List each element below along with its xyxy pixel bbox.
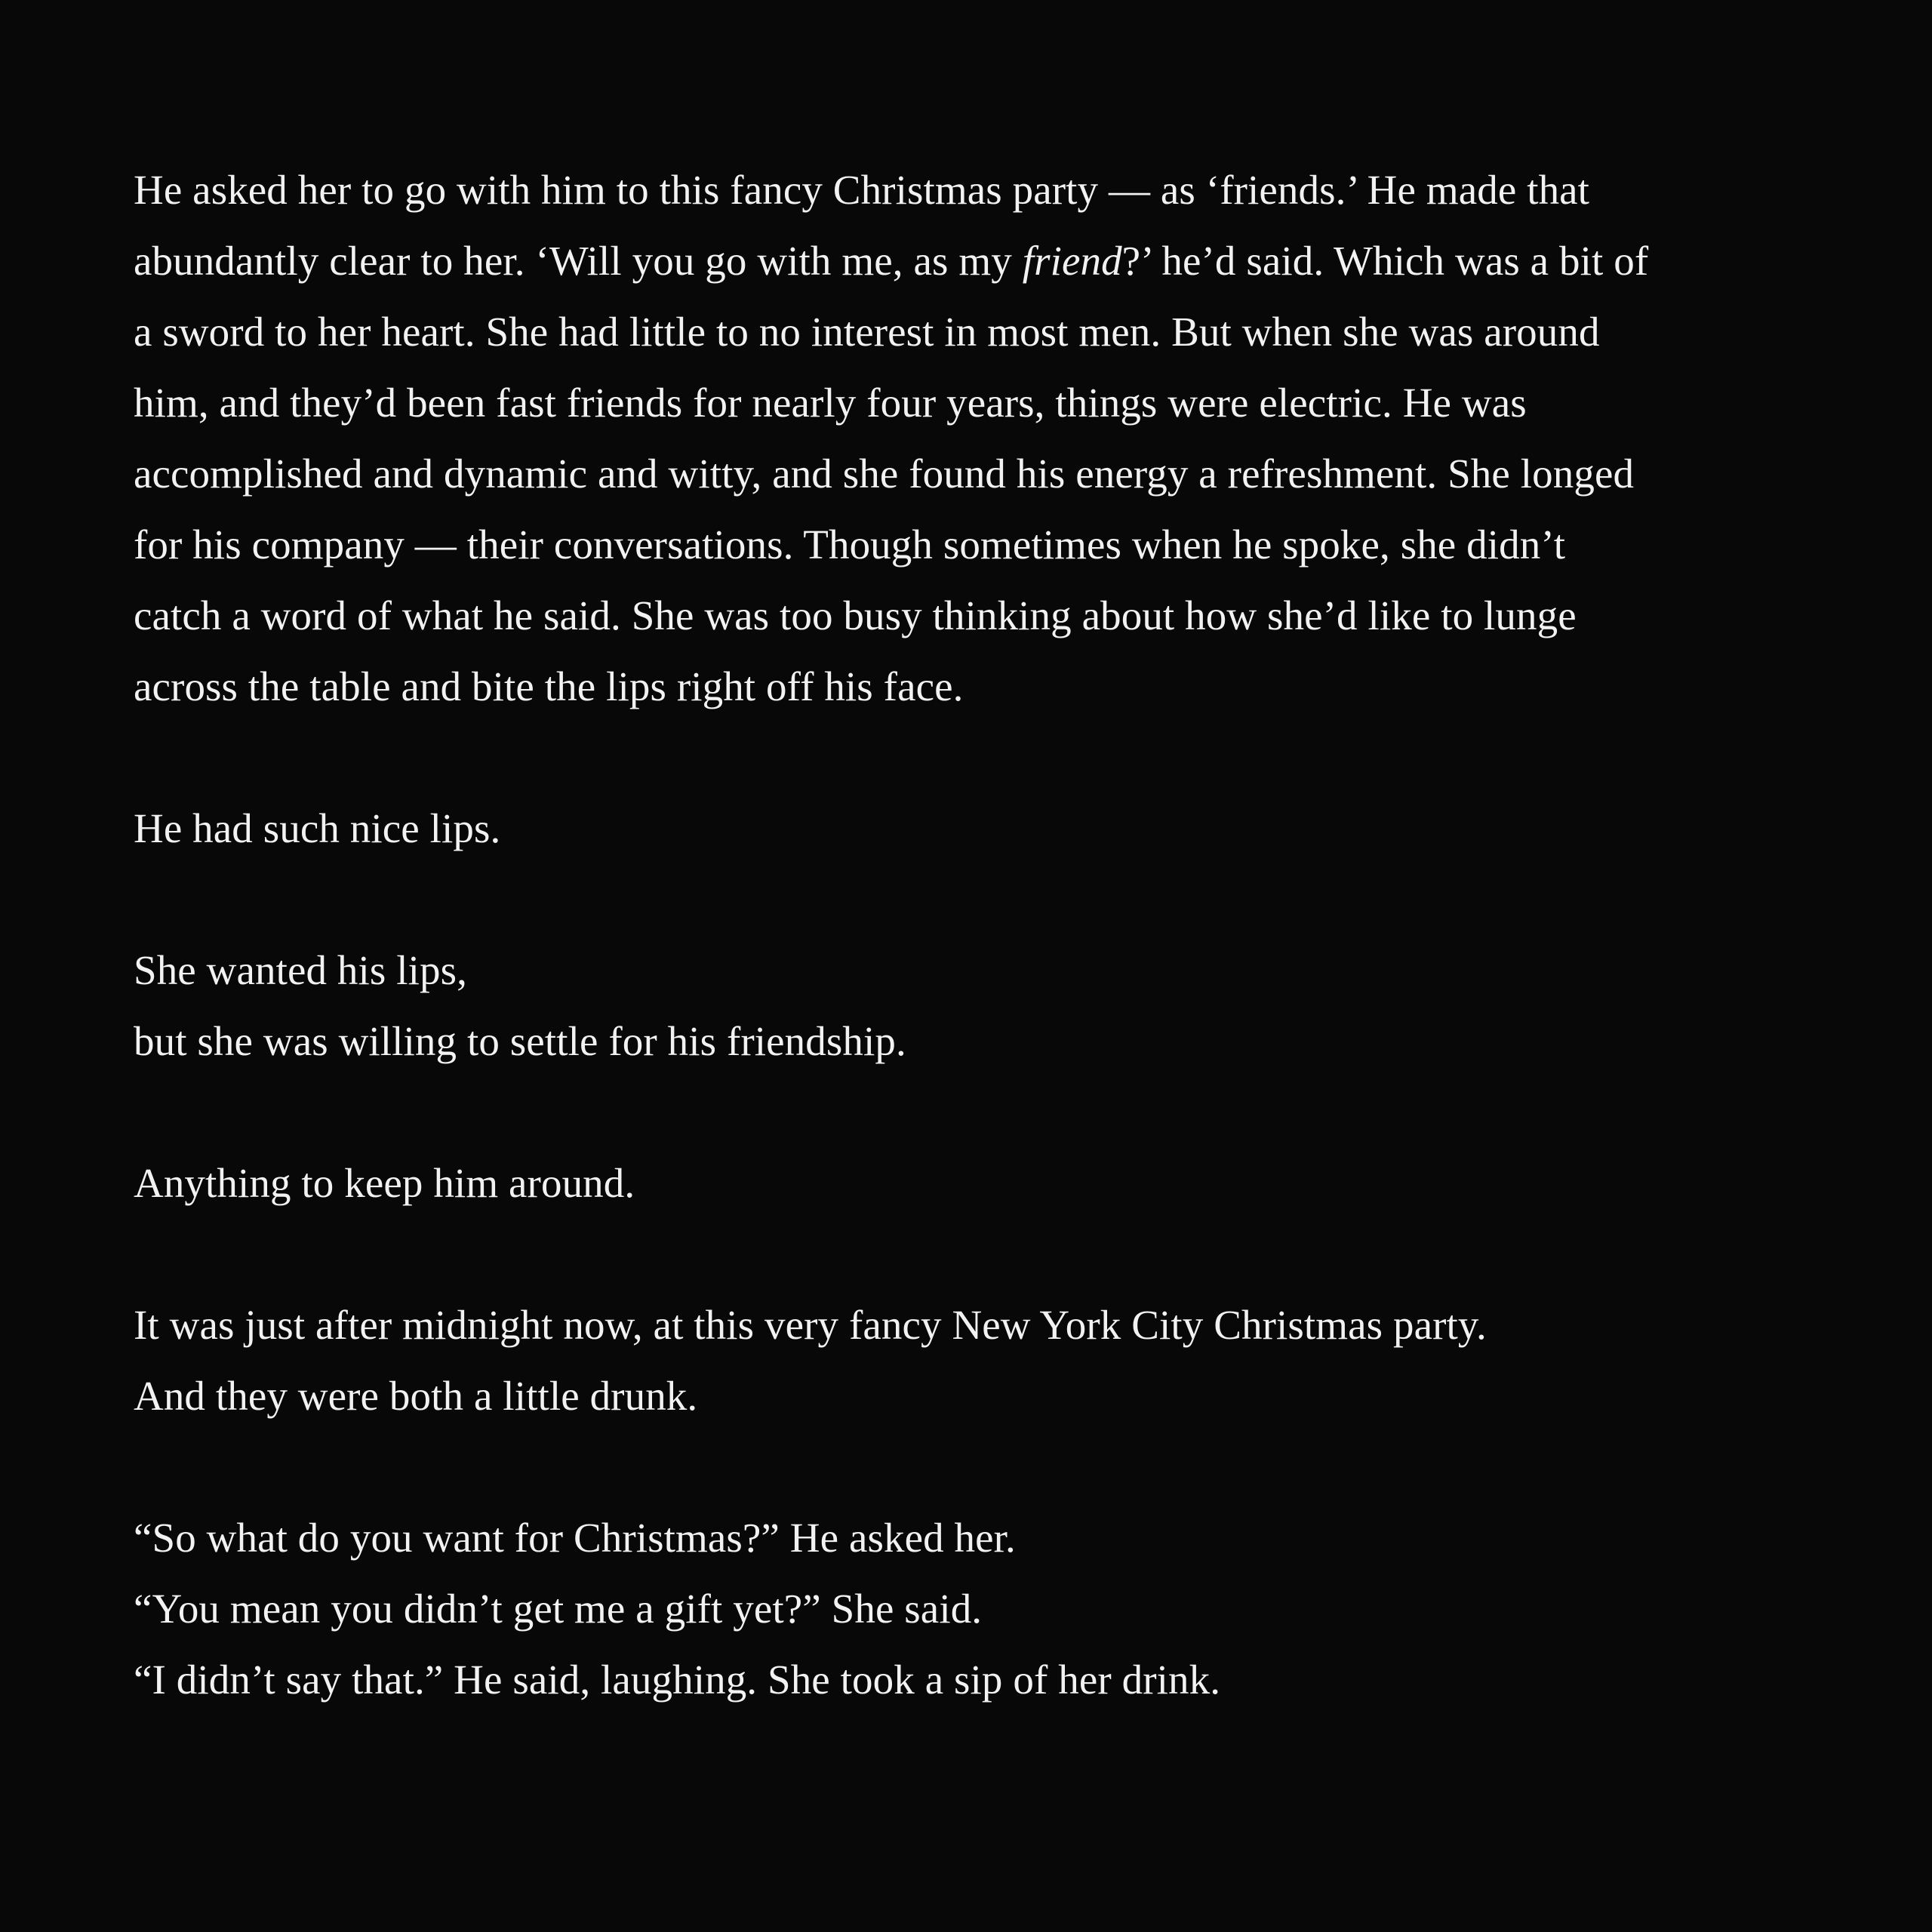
text-line: He asked her to go with him to this fancy Christmas party — as ‘friends.’ He made that: [134, 167, 1590, 213]
text-line: “So what do you want for Christmas?” He asked her.: [134, 1515, 1016, 1561]
paragraph-1: [134, 155, 1839, 722]
text-line: “You mean you didn’t get me a gift yet?” She said.: [134, 1586, 983, 1632]
text-line: a sword to her heart. She had little to no interest in most men. But when she was around: [134, 309, 1600, 355]
paragraph-3: [134, 935, 1839, 1077]
text-line: but she was willing to settle for his friendship.: [134, 1018, 906, 1064]
text-line: “I didn’t say that.” He said, laughing. She took a sip of her drink.: [134, 1657, 1221, 1703]
story-text: [134, 155, 1839, 1786]
text-line: catch a word of what he said. She was too busy thinking about how she’d like to lunge: [134, 592, 1577, 638]
text-line: He had such nice lips.: [134, 805, 501, 851]
text-line: Anything to keep him around.: [134, 1160, 635, 1206]
italic-word: friend: [1022, 238, 1122, 284]
text-line: And they were both a little drunk.: [134, 1373, 698, 1419]
paragraph-5: [134, 1290, 1839, 1432]
text-line: abundantly clear to her. ‘Will you go with me, as my friend?’ he’d said. Which was a bit of: [134, 238, 1649, 284]
text-line: It was just after midnight now, at this very fancy New York City Christmas party.: [134, 1302, 1487, 1348]
text-line: accomplished and dynamic and witty, and she found his energy a refreshment. She longed: [134, 451, 1635, 497]
paragraph-6: [134, 1503, 1839, 1715]
text-line: him, and they’d been fast friends for nearly four years, things were electric. He was: [134, 380, 1527, 426]
paragraph-4: [134, 1148, 1839, 1219]
paragraph-2: [134, 793, 1839, 864]
text-line: across the table and bite the lips right off his face.: [134, 663, 964, 709]
text-line: for his company — their conversations. Though sometimes when he spoke, she didn’t: [134, 521, 1566, 568]
text-line: She wanted his lips,: [134, 947, 467, 993]
